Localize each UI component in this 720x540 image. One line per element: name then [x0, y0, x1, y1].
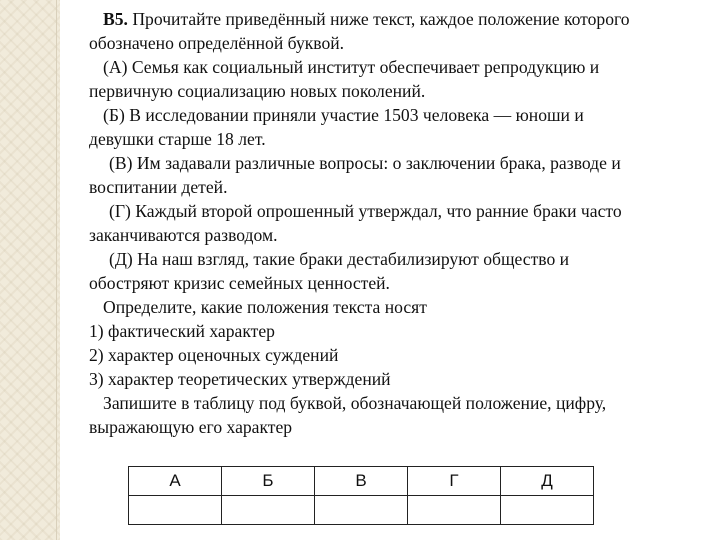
- task-intro-line-1: [89, 7, 719, 31]
- statement-a-line-2: первичную социализацию новых поколений.: [89, 81, 426, 101]
- answer-cell-v[interactable]: [315, 496, 408, 525]
- statement-d-line-2: обостряют кризис семейных ценностей.: [89, 273, 390, 293]
- task-intro-text: Прочитайте приведённый ниже текст, каждое положение которого: [132, 9, 630, 29]
- answer-cell-b[interactable]: [222, 496, 315, 525]
- answer-header-v: В: [315, 467, 408, 496]
- answer-table-header-row: [129, 467, 594, 496]
- statement-b-line-2: девушки старше 18 лет.: [89, 129, 266, 149]
- instruction-line-1: Запишите в таблицу под буквой, обозначающей положение, цифру,: [103, 393, 607, 413]
- sidebar-divider: [56, 0, 57, 540]
- statement-g-line-2: заканчиваются разводом.: [89, 225, 278, 245]
- answer-header-d: Д: [501, 467, 594, 496]
- option-2: 2) характер оценочных суждений: [89, 345, 339, 365]
- answer-table-input-row: [129, 496, 594, 525]
- answer-header-g: Г: [408, 467, 501, 496]
- answer-cell-g[interactable]: [408, 496, 501, 525]
- answer-header-b: Б: [222, 467, 315, 496]
- answer-header-a: А: [129, 467, 222, 496]
- answer-table: [128, 466, 594, 525]
- question-text: Определите, какие положения текста носят: [103, 297, 427, 317]
- decorative-sidebar: [0, 0, 60, 540]
- statement-v-line-2: воспитании детей.: [89, 177, 228, 197]
- instruction-line-2: выражающую его характер: [89, 417, 293, 437]
- statement-b-line-1: (Б) В исследовании приняли участие 1503 человека — юноши и: [103, 105, 584, 125]
- task-number: В5.: [103, 9, 128, 29]
- answer-cell-d[interactable]: [501, 496, 594, 525]
- task-intro-line-2: обозначено определённой буквой.: [89, 33, 345, 53]
- answer-cell-a[interactable]: [129, 496, 222, 525]
- statement-g-line-1: (Г) Каждый второй опрошенный утверждал, что ранние браки часто: [109, 201, 622, 221]
- option-1: 1) фактический характер: [89, 321, 275, 341]
- option-3: 3) характер теоретических утверждений: [89, 369, 391, 389]
- statement-a-line-1: (А) Семья как социальный институт обеспечивает репродукцию и: [103, 57, 600, 77]
- task-text: [89, 7, 719, 439]
- statement-d-line-1: (Д) На наш взгляд, такие браки дестабилизируют общество и: [109, 249, 570, 269]
- statement-v-line-1: (В) Им задавали различные вопросы: о заключении брака, разводе и: [109, 153, 621, 173]
